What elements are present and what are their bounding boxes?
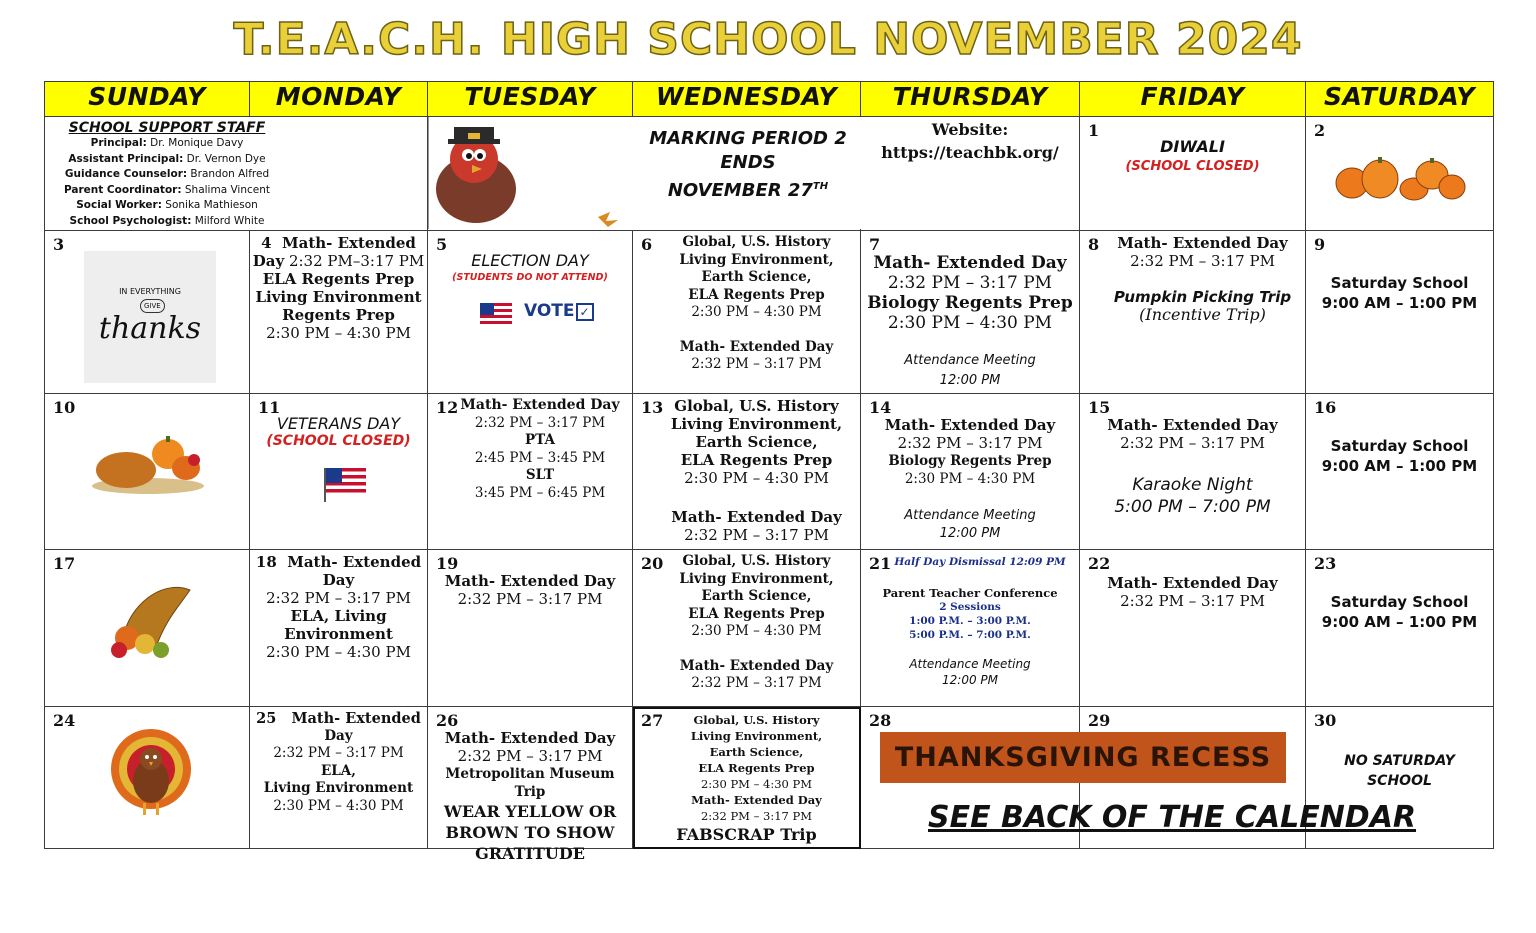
cornucopia-icon	[105, 580, 195, 660]
event-line: ELA Regents Prep	[688, 605, 825, 622]
event-line: ELA Regents Prep	[698, 761, 815, 775]
staff-line: Principal: Dr. Monique Davy	[90, 137, 244, 149]
thanksgiving-feast-icon	[90, 430, 210, 496]
day-number: 20	[641, 554, 664, 573]
day-cell-15	[1080, 394, 1306, 550]
event-line: Earth Science,	[695, 433, 818, 451]
day-number: 30	[1314, 711, 1337, 730]
event-line: Math- Extended Day	[1107, 574, 1278, 592]
wear-yellow-note: WEAR YELLOW OR	[443, 802, 617, 821]
staff-line: Social Worker: Sonika Mathieson	[76, 199, 258, 211]
attendance-meeting: Attendance Meeting	[909, 657, 1031, 671]
event-line: 2:32 PM – 3:17 PM	[1130, 252, 1275, 270]
saturday-school: Saturday School	[1330, 593, 1469, 611]
day-cell-13	[633, 394, 861, 550]
header-monday: MONDAY	[250, 82, 428, 117]
event-line: Global, U.S. History	[682, 234, 831, 250]
flag-icon	[324, 468, 366, 502]
conference-title: Parent Teacher Conference	[882, 586, 1058, 600]
day-number: 28	[869, 711, 892, 730]
event-line: ELA, Living	[290, 607, 387, 625]
event-line: Math- Extended Day	[444, 729, 616, 747]
staff-cell	[45, 117, 428, 231]
marking-period-line2: ENDS	[720, 152, 776, 173]
day-number: 29	[1088, 711, 1111, 730]
event-line: 2:32 PM – 3:17 PM	[691, 356, 822, 372]
day-cell-8	[1080, 231, 1306, 394]
event-line: 2:32 PM – 3:17 PM	[1120, 592, 1265, 610]
vote-icon: VOTE ✓	[524, 301, 594, 321]
header-friday: FRIDAY	[1080, 82, 1306, 117]
saturday-hours: 9:00 AM – 1:00 PM	[1321, 613, 1478, 631]
day-number: 16	[1314, 398, 1337, 417]
pumpkins-icon	[1334, 153, 1468, 201]
day-cell-7	[861, 231, 1080, 394]
karaoke-night: Karaoke Night	[1132, 475, 1253, 495]
day-cell-11	[250, 394, 428, 550]
event-line: 2:32 PM – 3:17 PM	[457, 747, 603, 765]
saturday-hours: 9:00 AM – 1:00 PM	[1321, 457, 1478, 475]
event-line: Math- Extended Day	[460, 397, 620, 413]
attendance-meeting: Attendance Meeting	[904, 508, 1036, 523]
event-line: Math- Extended Day	[691, 793, 822, 807]
wear-yellow-note: BROWN TO SHOW	[445, 823, 615, 842]
event-line: Math- Extended Day	[884, 416, 1056, 434]
day-cell-5	[428, 231, 633, 394]
event-line: Living Environment,	[690, 729, 823, 743]
day-cell-20	[633, 550, 861, 707]
event-line: Global, U.S. History	[674, 397, 839, 415]
fabscrap-trip: FABSCRAP Trip	[676, 825, 817, 844]
day-cell-25	[250, 707, 428, 849]
event-line: Biology Regents Prep	[867, 293, 1073, 313]
event-line: 3:45 PM – 6:45 PM	[474, 484, 606, 501]
day-number: 5	[436, 235, 448, 254]
school-closed-note: (SCHOOL CLOSED)	[266, 433, 411, 449]
event-line: Living Environment,	[679, 251, 834, 268]
election-day-label: ELECTION DAY	[471, 251, 589, 270]
event-line: Living Environment,	[679, 570, 834, 587]
event-line: 2:45 PM – 3:45 PM	[474, 449, 606, 466]
day-cell-21	[861, 550, 1080, 707]
day-number: 2	[1314, 121, 1326, 140]
conference-sessions: 2 Sessions	[939, 601, 1001, 613]
day18-line: 18 Math- Extended	[255, 553, 422, 571]
event-line: Earth Science,	[701, 269, 812, 285]
event-line: Math- Extended Day	[444, 572, 616, 590]
header-sunday: SUNDAY	[45, 82, 250, 117]
day-number: 13	[641, 398, 664, 417]
day-cell-23	[1306, 550, 1494, 707]
event-line: 2:30 PM – 4:30 PM	[273, 797, 404, 814]
no-saturday-school: SCHOOL	[1367, 773, 1432, 789]
attendance-time: 12:00 PM	[939, 526, 1001, 541]
saturday-school: Saturday School	[1330, 437, 1469, 455]
day-number: 15	[1088, 398, 1111, 417]
veterans-day-label: VETERANS DAY	[276, 414, 401, 433]
thanks-small-text: IN EVERYTHING	[119, 287, 181, 296]
day-number: 23	[1314, 554, 1337, 573]
event-line: 2:32 PM – 3:17 PM	[887, 273, 1053, 293]
event-line: ELA Regents Prep	[680, 451, 833, 469]
day-number: 21	[869, 554, 892, 573]
day-cell-18	[250, 550, 428, 707]
day4-line: ELA Regents Prep	[262, 270, 415, 288]
day-cell-24	[45, 707, 250, 849]
day-cell-4	[250, 231, 428, 394]
day-number: 1	[1088, 121, 1100, 140]
event-line: Day	[324, 727, 353, 744]
staff-line: Guidance Counselor: Brandon Alfred	[64, 168, 270, 180]
attendance-time: 12:00 PM	[939, 373, 1001, 388]
event-line: 2:30 PM – 4:30 PM	[691, 304, 822, 320]
half-day-note: Half Day Dismissal 12:09 PM	[894, 556, 1066, 568]
give-badge: GIVE	[140, 299, 165, 313]
event-line: Math- Extended Day	[679, 657, 834, 674]
saturday-school: Saturday School	[1330, 274, 1469, 292]
session-time: 5:00 P.M. – 7:00 P.M.	[909, 629, 1031, 641]
attendance-meeting: Attendance Meeting	[904, 353, 1036, 368]
event-line: 2:30 PM – 4:30 PM	[904, 471, 1036, 487]
event-line: Global, U.S. History	[693, 713, 820, 727]
thanksgiving-recess-banner: THANKSGIVING RECESS	[880, 732, 1286, 783]
no-saturday-school: NO SATURDAY	[1344, 753, 1455, 769]
event-line: ELA Regents Prep	[688, 286, 825, 303]
calendar-title: T.E.A.C.H. HIGH SCHOOL NOVEMBER 2024	[233, 14, 1303, 65]
event-line: 2:32 PM – 3:17 PM	[457, 590, 603, 608]
event-line: 2:32 PM – 3:17 PM	[266, 589, 411, 607]
incentive-trip: (Incentive Trip)	[1139, 305, 1266, 324]
day4-line: Living Environment	[255, 288, 422, 306]
event-line: ELA,	[321, 762, 356, 779]
marking-period-cell	[428, 117, 861, 231]
event-line: Living Environment	[263, 780, 414, 796]
see-back-note: SEE BACK OF THE CALENDAR	[928, 800, 1417, 835]
museum-trip: Metropolitan Museum Trip	[445, 766, 615, 800]
marking-period-line1: MARKING PERIOD 2	[649, 128, 847, 149]
event-line: 2:30 PM – 4:30 PM	[887, 313, 1053, 333]
day-cell-26	[428, 707, 633, 863]
day-number: 12	[436, 398, 459, 417]
day-cell-19	[428, 550, 633, 707]
day-cell-14	[861, 394, 1080, 550]
event-line: 2:32 PM – 3:17 PM	[684, 526, 829, 544]
day-number: 11	[258, 398, 281, 417]
day-number: 6	[641, 235, 653, 254]
day-number: 10	[53, 398, 76, 417]
day-cell-17	[45, 550, 250, 707]
website-cell	[861, 117, 1080, 231]
event-line: PTA	[525, 432, 555, 448]
header-wednesday: WEDNESDAY	[633, 82, 861, 117]
thanks-big-text: thanks	[98, 311, 202, 346]
day-cell-6	[633, 231, 861, 394]
day-number: 3	[53, 235, 65, 254]
day4-line: Regents Prep	[282, 306, 395, 324]
event-line: 2:32 PM – 3:17 PM	[700, 809, 813, 823]
event-line: Global, U.S. History	[682, 553, 831, 569]
marking-period-line3: NOVEMBER 27TH	[667, 180, 829, 201]
website-link[interactable]: https://teachbk.org/	[881, 143, 1059, 162]
staff-line: Parent Coordinator: Shalima Vincent	[63, 183, 270, 196]
day-number: 8	[1088, 235, 1100, 254]
diwali-label: DIWALI	[1160, 137, 1225, 156]
staff-line: Assistant Principal: Dr. Vernon Dye	[68, 152, 266, 165]
day-number: 27	[641, 711, 664, 730]
flag-icon	[480, 303, 512, 327]
event-line: Environment	[284, 625, 393, 643]
event-line: Earth Science,	[709, 745, 804, 759]
event-line: 2:32 PM – 3:17 PM	[691, 675, 822, 691]
event-line: 2:30 PM – 4:30 PM	[691, 623, 822, 639]
day-cell-27	[633, 707, 861, 849]
day-number: 14	[869, 398, 892, 417]
event-line: Math- Extended Day	[671, 508, 842, 526]
day-cell-3	[45, 231, 250, 394]
day-number: 17	[53, 554, 76, 573]
header-saturday: SATURDAY	[1306, 82, 1494, 117]
day-number: 24	[53, 711, 76, 730]
day-cell-22	[1080, 550, 1306, 707]
event-line: 2:32 PM – 3:17 PM	[897, 434, 1043, 452]
event-line: 2:30 PM – 4:30 PM	[266, 643, 411, 661]
turkey-icon	[103, 725, 199, 821]
event-line: Math- Extended Day	[679, 338, 834, 355]
day-number: 19	[436, 554, 459, 573]
day-number: 22	[1088, 554, 1111, 573]
attendance-time: 12:00 PM	[942, 673, 998, 687]
day-number: 9	[1314, 235, 1326, 254]
day4-line: 2:30 PM – 4:30 PM	[266, 324, 411, 342]
day-cell-1	[1080, 117, 1306, 231]
saturday-hours: 9:00 AM – 1:00 PM	[1321, 294, 1478, 312]
event-line: 2:30 PM – 4:30 PM	[700, 777, 813, 791]
staff-line: School Psychologist: Milford White	[69, 214, 265, 227]
day-cell-16	[1306, 394, 1494, 550]
day-cell-10	[45, 394, 250, 550]
students-note: (STUDENTS DO NOT ATTEND)	[452, 272, 608, 283]
staff-heading: SCHOOL SUPPORT STAFF	[68, 120, 266, 136]
day25-line: 25 Math- Extended	[256, 710, 421, 727]
website-label: Website:	[931, 120, 1009, 139]
event-line: 2:30 PM – 4:30 PM	[684, 469, 829, 487]
event-line: Earth Science,	[701, 588, 812, 604]
karaoke-time: 5:00 PM – 7:00 PM	[1114, 497, 1271, 517]
event-line: Biology Regents Prep	[888, 453, 1052, 469]
pumpkin-trip: Pumpkin Picking Trip	[1113, 288, 1292, 306]
event-line: 2:32 PM – 3:17 PM	[273, 745, 404, 761]
day-number: 7	[869, 235, 881, 254]
header-tuesday: TUESDAY	[428, 82, 633, 117]
event-line: 2:32 PM – 3:17 PM	[474, 414, 606, 431]
event-line: Math- Extended Day	[1107, 416, 1278, 434]
day-cell-9	[1306, 231, 1494, 394]
day4-line: 4 Math- Extended	[261, 234, 416, 252]
event-line: SLT	[525, 467, 555, 483]
session-time: 1:00 P.M. – 3:00 P.M.	[909, 615, 1031, 627]
wear-yellow-note: GRATITUDE	[475, 844, 585, 863]
header-thursday: THURSDAY	[861, 82, 1080, 117]
event-line: Math- Extended Day	[1117, 234, 1288, 252]
event-line: Math- Extended Day	[873, 253, 1067, 273]
event-line: Living Environment,	[670, 415, 843, 433]
day-cell-2	[1306, 117, 1494, 231]
school-closed-note: (SCHOOL CLOSED)	[1125, 159, 1260, 174]
event-line: Day	[322, 571, 355, 589]
day-cell-12	[428, 394, 633, 550]
event-line: 2:32 PM – 3:17 PM	[1120, 434, 1265, 452]
thanks-art	[84, 251, 216, 383]
day4-line: Day 2:32 PM–3:17 PM	[252, 252, 425, 270]
day-number: 26	[436, 711, 459, 730]
